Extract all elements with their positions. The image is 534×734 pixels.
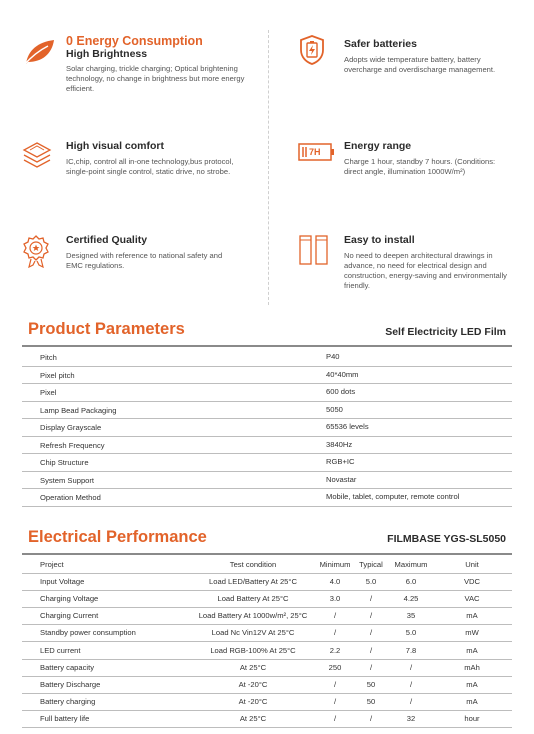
feature-desc: Solar charging, trickle charging; Optical brightening technology, no change in brightness but more energy efficient.	[66, 64, 245, 93]
typical-cell: 5.0	[365, 577, 377, 587]
minimum-cell: 4.0	[329, 577, 341, 587]
param-name: System Support	[40, 475, 95, 485]
typical-cell: 50	[366, 696, 376, 706]
maximum-cell: /	[409, 696, 413, 706]
test-condition-cell: Load RGB-100% At 25°C	[210, 645, 296, 655]
feature-title: High visual comfort	[66, 140, 165, 152]
feature-divider	[268, 30, 269, 305]
table-row	[22, 349, 512, 367]
table-row	[22, 402, 512, 420]
table-row	[22, 489, 512, 507]
unit-cell: mA	[466, 645, 478, 655]
feature-desc: No need to deepen architectural drawings in advance, no need for electrical design and construction, energy-saving and environmentally friendly.	[344, 251, 507, 290]
typical-cell: /	[369, 713, 373, 723]
table-row	[22, 608, 512, 625]
unit-cell: mA	[466, 611, 478, 621]
feature-subtitle: High Brightness	[66, 48, 148, 60]
project-cell: Input Voltage	[40, 577, 85, 587]
typical-cell: /	[369, 662, 373, 672]
table-row	[22, 625, 512, 642]
column-header: Test condition	[229, 560, 277, 569]
panels-icon	[298, 234, 330, 273]
minimum-cell: 2.2	[329, 645, 341, 655]
maximum-cell: 5.0	[405, 628, 417, 638]
column-header: Typical	[359, 560, 383, 569]
unit-cell: VDC	[463, 577, 481, 587]
maximum-cell: 7.8	[405, 645, 417, 655]
feature-desc: Designed with reference to national safety and EMC regulations.	[66, 251, 223, 270]
test-condition-cell: At 25°C	[239, 713, 267, 723]
test-condition-cell: Load Battery At 1000w/m², 25°C	[198, 611, 308, 621]
minimum-cell: /	[333, 611, 337, 621]
maximum-cell: /	[409, 679, 413, 689]
minimum-cell: /	[333, 628, 337, 638]
column-header: Maximum	[394, 560, 428, 569]
typical-cell: /	[369, 611, 373, 621]
electrical-subtitle: FILMBASE YGS-SL5050	[387, 533, 506, 545]
column-header: Unit	[465, 560, 479, 569]
feature-title: Safer batteries	[344, 38, 417, 50]
test-condition-cell: Load LED/Battery At 25°C	[209, 577, 297, 587]
project-cell: Charging Voltage	[40, 594, 99, 604]
section-rule	[22, 553, 512, 555]
feature-desc: IC,chip, control all in-one technology,bus protocol, single-point single control, static drive, no strobe.	[66, 157, 234, 176]
product-params-subtitle: Self Electricity LED Film	[385, 326, 506, 338]
table-row	[22, 472, 512, 490]
maximum-cell: 4.25	[403, 594, 419, 604]
param-value: 65536 levels	[326, 422, 369, 431]
layers-icon	[22, 140, 52, 177]
feature-title: Easy to install	[344, 234, 415, 246]
maximum-cell: 6.0	[405, 577, 417, 587]
table-row	[22, 454, 512, 472]
feature-desc: Charge 1 hour, standby 7 hours. (Conditions: direct angle, illumination 1000W/m²)	[344, 157, 496, 176]
project-cell: Full battery life	[40, 713, 90, 723]
typical-cell: /	[369, 594, 373, 604]
feature-energy-range	[298, 140, 518, 200]
minimum-cell: /	[333, 679, 337, 689]
param-value: Novastar	[326, 474, 357, 484]
feature-visual-comfort	[22, 140, 262, 200]
medal-icon	[22, 234, 50, 273]
param-name: Display Grayscale	[40, 423, 102, 432]
param-name: Pitch	[40, 353, 57, 362]
product-params-title: Product Parameters	[28, 320, 185, 338]
feature-batteries	[298, 34, 518, 104]
unit-cell: mW	[465, 628, 479, 638]
test-condition-cell: Load Nc Vin12V At 25°C	[211, 628, 295, 638]
leaf-icon	[22, 38, 56, 71]
param-name: Lamp Bead Packaging	[40, 405, 117, 415]
battery-7h-icon	[298, 142, 336, 167]
table-row	[22, 591, 512, 608]
table-row	[22, 677, 512, 694]
param-value: P40	[326, 352, 340, 361]
test-condition-cell: At 25°C	[239, 662, 267, 672]
typical-cell: /	[369, 628, 373, 638]
param-value: 5050	[326, 404, 343, 414]
table-row	[22, 711, 512, 728]
param-name: Pixel	[40, 388, 57, 397]
unit-cell: mAh	[464, 662, 480, 672]
feature-title: Certified Quality	[66, 234, 148, 246]
test-condition-cell: At -20°C	[238, 679, 268, 689]
feature-desc: Adopts wide temperature battery, battery overcharge and overdischarge management.	[344, 55, 496, 74]
unit-cell: mA	[466, 696, 478, 706]
param-value: Mobile, tablet, computer, remote control	[326, 492, 460, 501]
test-condition-cell: Load Battery At 25°C	[217, 594, 289, 604]
param-value: 40*40mm	[326, 369, 359, 379]
feature-title: Energy range	[344, 140, 412, 152]
project-cell: Battery charging	[40, 696, 96, 706]
table-row	[22, 367, 512, 385]
feature-energy	[22, 34, 262, 104]
column-header: Project	[40, 560, 64, 569]
typical-cell: /	[369, 645, 373, 655]
battery-shield-icon	[298, 34, 326, 71]
maximum-cell: /	[409, 662, 413, 672]
minimum-cell: 3.0	[329, 594, 341, 604]
table-row	[22, 660, 512, 677]
project-cell: Battery capacity	[40, 662, 95, 672]
typical-cell: 50	[366, 679, 376, 689]
param-value: 600 dots	[326, 387, 356, 396]
maximum-cell: 32	[406, 713, 416, 723]
minimum-cell: 250	[328, 662, 342, 672]
table-row	[22, 437, 512, 455]
table-row	[22, 574, 512, 591]
test-condition-cell: At -20°C	[238, 696, 268, 706]
param-name: Operation Method	[40, 493, 101, 502]
unit-cell: mA	[466, 679, 478, 689]
feature-install	[298, 234, 518, 299]
electrical-title: Electrical Performance	[28, 528, 207, 546]
feature-certified	[22, 234, 262, 279]
minimum-cell: /	[333, 696, 337, 706]
param-name: Pixel pitch	[40, 370, 75, 380]
project-cell: LED current	[40, 645, 81, 655]
table-row	[22, 694, 512, 711]
maximum-cell: 35	[406, 611, 416, 621]
project-cell: Battery Discharge	[40, 679, 101, 689]
param-name: Chip Structure	[40, 458, 89, 467]
project-cell: Charging Current	[40, 611, 99, 621]
table-row	[22, 643, 512, 660]
param-name: Refresh Frequency	[40, 440, 105, 450]
project-cell: Standby power consumption	[40, 628, 136, 638]
table-row	[22, 384, 512, 402]
param-value: 3840Hz	[326, 439, 353, 449]
table-row	[22, 419, 512, 437]
table-header-row	[22, 557, 512, 574]
battery-hours-label: 7H	[309, 147, 321, 157]
feature-title: 0 Energy Consumption	[66, 34, 203, 48]
unit-cell: VAC	[464, 594, 480, 604]
minimum-cell: /	[333, 713, 337, 723]
param-value: RGB+IC	[326, 457, 355, 466]
unit-cell: hour	[464, 713, 480, 723]
column-header: Minimum	[319, 560, 351, 569]
section-rule	[22, 345, 512, 347]
